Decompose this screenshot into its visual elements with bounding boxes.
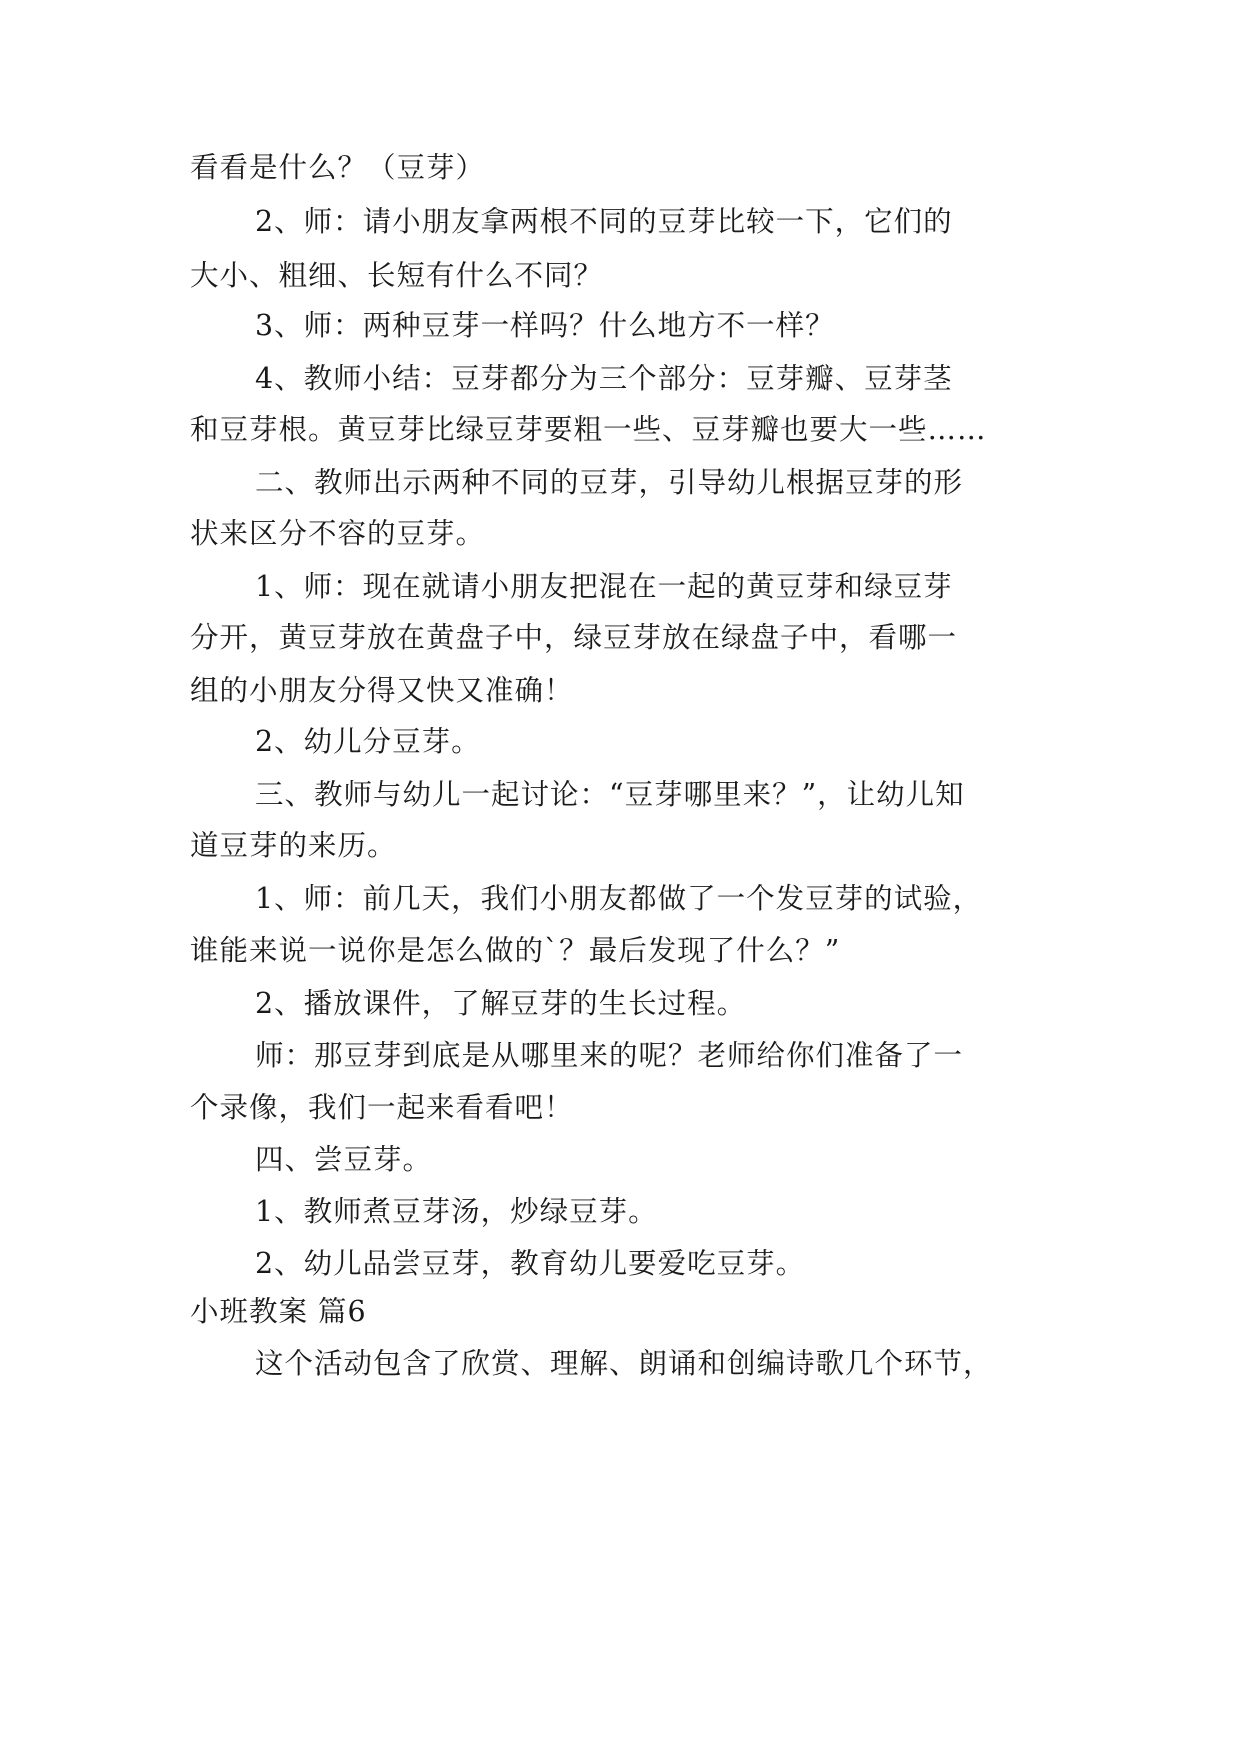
text-line-12: 2、幼儿分豆芽。: [255, 725, 481, 758]
text-line-9: 1、师：现在就请小朋友把混在一起的黄豆芽和绿豆芽: [255, 570, 953, 603]
text-line-20: 四、尝豆芽。: [255, 1143, 433, 1176]
text-line-8: 状来区分不容的豆芽。: [190, 517, 486, 550]
text-line-3: 大小、粗细、长短有什么不同？: [190, 259, 604, 292]
text-line-19: 个录像，我们一起来看看吧！: [190, 1091, 574, 1124]
text-line-22: 2、幼儿品尝豆芽，教育幼儿要爱吃豆芽。: [255, 1247, 806, 1280]
text-line-21: 1、教师煮豆芽汤，炒绿豆芽。: [255, 1195, 658, 1228]
text-line-17: 2、播放课件，了解豆芽的生长过程。: [255, 987, 747, 1020]
text-line-6: 和豆芽根。黄豆芽比绿豆芽要粗一些、豆芽瓣也要大一些……: [190, 413, 987, 446]
section-heading: 小班教案 篇6: [190, 1295, 367, 1328]
text-line-15: 1、师：前几天，我们小朋友都做了一个发豆芽的试验，: [255, 882, 983, 915]
text-line-24: 这个活动包含了欣赏、理解、朗诵和创编诗歌几个环节，: [255, 1347, 993, 1380]
text-line-14: 道豆芽的来历。: [190, 829, 397, 862]
text-line-13: 三、教师与幼儿一起讨论：“豆芽哪里来？”，让幼儿知: [255, 778, 965, 811]
text-line-2: 2、师：请小朋友拿两根不同的豆芽比较一下，它们的: [255, 205, 953, 238]
text-line-16: 谁能来说一说你是怎么做的`？最后发现了什么？”: [190, 934, 841, 967]
text-line-10: 分开，黄豆芽放在黄盘子中，绿豆芽放在绿盘子中，看哪一: [190, 621, 958, 654]
text-line-4: 3、师：两种豆芽一样吗？什么地方不一样？: [255, 309, 835, 342]
text-line-7: 二、教师出示两种不同的豆芽，引导幼儿根据豆芽的形: [255, 466, 964, 499]
text-line-1: 看看是什么？（豆芽）: [190, 151, 486, 184]
text-line-18: 师：那豆芽到底是从哪里来的呢？老师给你们准备了一: [255, 1039, 964, 1072]
text-line-11: 组的小朋友分得又快又准确！: [190, 674, 574, 707]
text-line-5: 4、教师小结：豆芽都分为三个部分：豆芽瓣、豆芽茎: [255, 362, 953, 395]
